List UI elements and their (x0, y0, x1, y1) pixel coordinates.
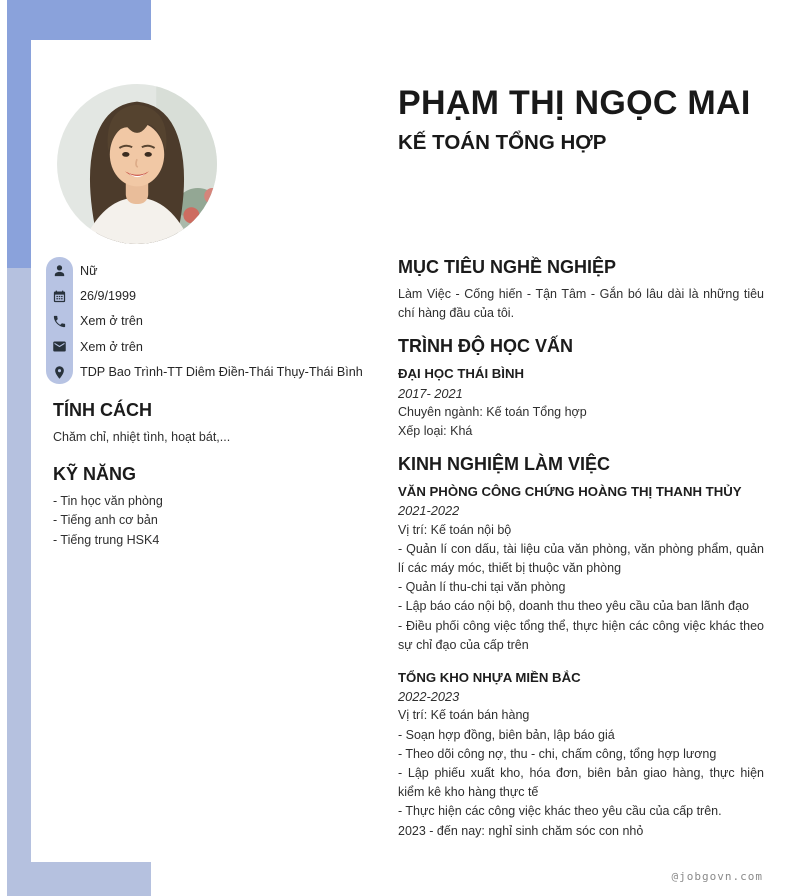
experience-line: Vị trí: Kế toán bán hàng (398, 708, 530, 723)
experience-company: TỔNG KHO NHỰA MIỀN BẮC (398, 670, 581, 686)
experience-line: 2023 - đến nay: nghỉ sinh chăm sóc con nhỏ (398, 823, 644, 838)
skills-section-title: KỸ NĂNG (53, 464, 137, 485)
experience-section-title: KINH NGHIỆM LÀM VIỆC (398, 454, 611, 475)
cv-header (398, 84, 778, 155)
education-entry (398, 364, 764, 441)
mail-icon (46, 339, 73, 354)
right-column (398, 256, 764, 841)
experience-line: - Lập phiếu xuất kho, hóa đơn, biên bản giao hàng, thực hiện kiểm kê kho hàng thực tế (398, 766, 764, 800)
email-value: Xem ở trên (80, 339, 143, 354)
address-value: TDP Bao Trình-TT Diêm Điền-Thái Thụy-Thái Bình (80, 365, 363, 380)
person-icon (46, 263, 73, 278)
experience-entry (398, 482, 764, 655)
candidate-job-title: KẾ TOÁN TỔNG HỢP (398, 131, 607, 154)
left-accent-bar-upper (7, 0, 31, 268)
education-major: Chuyên ngành: Kế toán Tổng hợp (398, 404, 587, 419)
phone-value: Xem ở trên (80, 314, 143, 329)
experience-period: 2021-2022 (398, 503, 460, 519)
gender-value: Nữ (80, 263, 98, 278)
education-period: 2017- 2021 (398, 385, 463, 401)
experience-line: - Soạn hợp đồng, biên bản, lập báo giá (398, 727, 615, 742)
bottom-left-accent-block (7, 862, 151, 896)
calendar-icon (46, 289, 73, 304)
experience-company: VĂN PHÒNG CÔNG CHỨNG HOÀNG THỊ THANH THỦY (398, 484, 742, 500)
experience-line: - Quản lí thu-chi tại văn phòng (398, 580, 566, 595)
contact-row-birthdate (46, 283, 376, 308)
experience-line: - Thực hiện các công việc khác theo yêu cầu của cấp trên. (398, 804, 722, 819)
experience-line: Vị trí: Kế toán nội bộ (398, 522, 512, 537)
experience-period: 2022-2023 (398, 689, 460, 705)
experience-line: - Theo dõi công nợ, thu - chi, chấm công, tổng hợp lương (398, 746, 717, 761)
skill-item: - Tiếng anh cơ bản (53, 513, 158, 528)
education-grade: Xếp loại: Khá (398, 424, 473, 439)
left-column (53, 383, 378, 550)
experience-line: - Quản lí con dấu, tài liệu của văn phòng, văn phòng phẩm, quản lí các máy móc, thiết bị thuộc văn phòng (398, 541, 764, 576)
skills-list (53, 492, 378, 550)
objective-section-title: MỤC TIÊU NGHỀ NGHIỆP (398, 257, 617, 277)
skill-item: - Tin học văn phòng (53, 494, 163, 509)
contact-row-address (46, 360, 376, 385)
profile-photo-illustration (57, 84, 217, 244)
contact-row-phone (46, 309, 376, 334)
experience-line: - Điều phối công việc tổng thể, thực hiện các công việc khác theo sự chỉ đạo của cấp trên (398, 618, 764, 652)
candidate-name: PHẠM THỊ NGỌC MAI (398, 84, 751, 122)
contact-info-list (46, 258, 376, 385)
birthdate-value: 26/9/1999 (80, 289, 137, 304)
site-watermark: @jobgovn.com (671, 870, 763, 883)
experience-entry (398, 668, 764, 841)
education-school: ĐẠI HỌC THÁI BÌNH (398, 366, 525, 382)
phone-icon (46, 314, 73, 329)
objective-text: Làm Việc - Cống hiến - Tận Tâm - Gắn bó lâu dài là những tiêu chí hàng đầu của tôi. (398, 287, 764, 321)
personality-section-title: TÍNH CÁCH (53, 400, 152, 420)
skill-item: - Tiếng trung HSK4 (53, 532, 160, 547)
profile-photo (57, 84, 217, 244)
contact-row-email (46, 334, 376, 359)
location-icon (46, 365, 73, 380)
education-section-title: TRÌNH ĐỘ HỌC VẤN (398, 336, 573, 357)
left-accent-bar-lower (7, 268, 31, 896)
contact-row-gender (46, 258, 376, 283)
personality-text: Chăm chỉ, nhiệt tình, hoạt bát,... (53, 430, 231, 444)
experience-line: - Lập báo cáo nội bộ, doanh thu theo yêu cầu của ban lãnh đạo (398, 599, 749, 614)
